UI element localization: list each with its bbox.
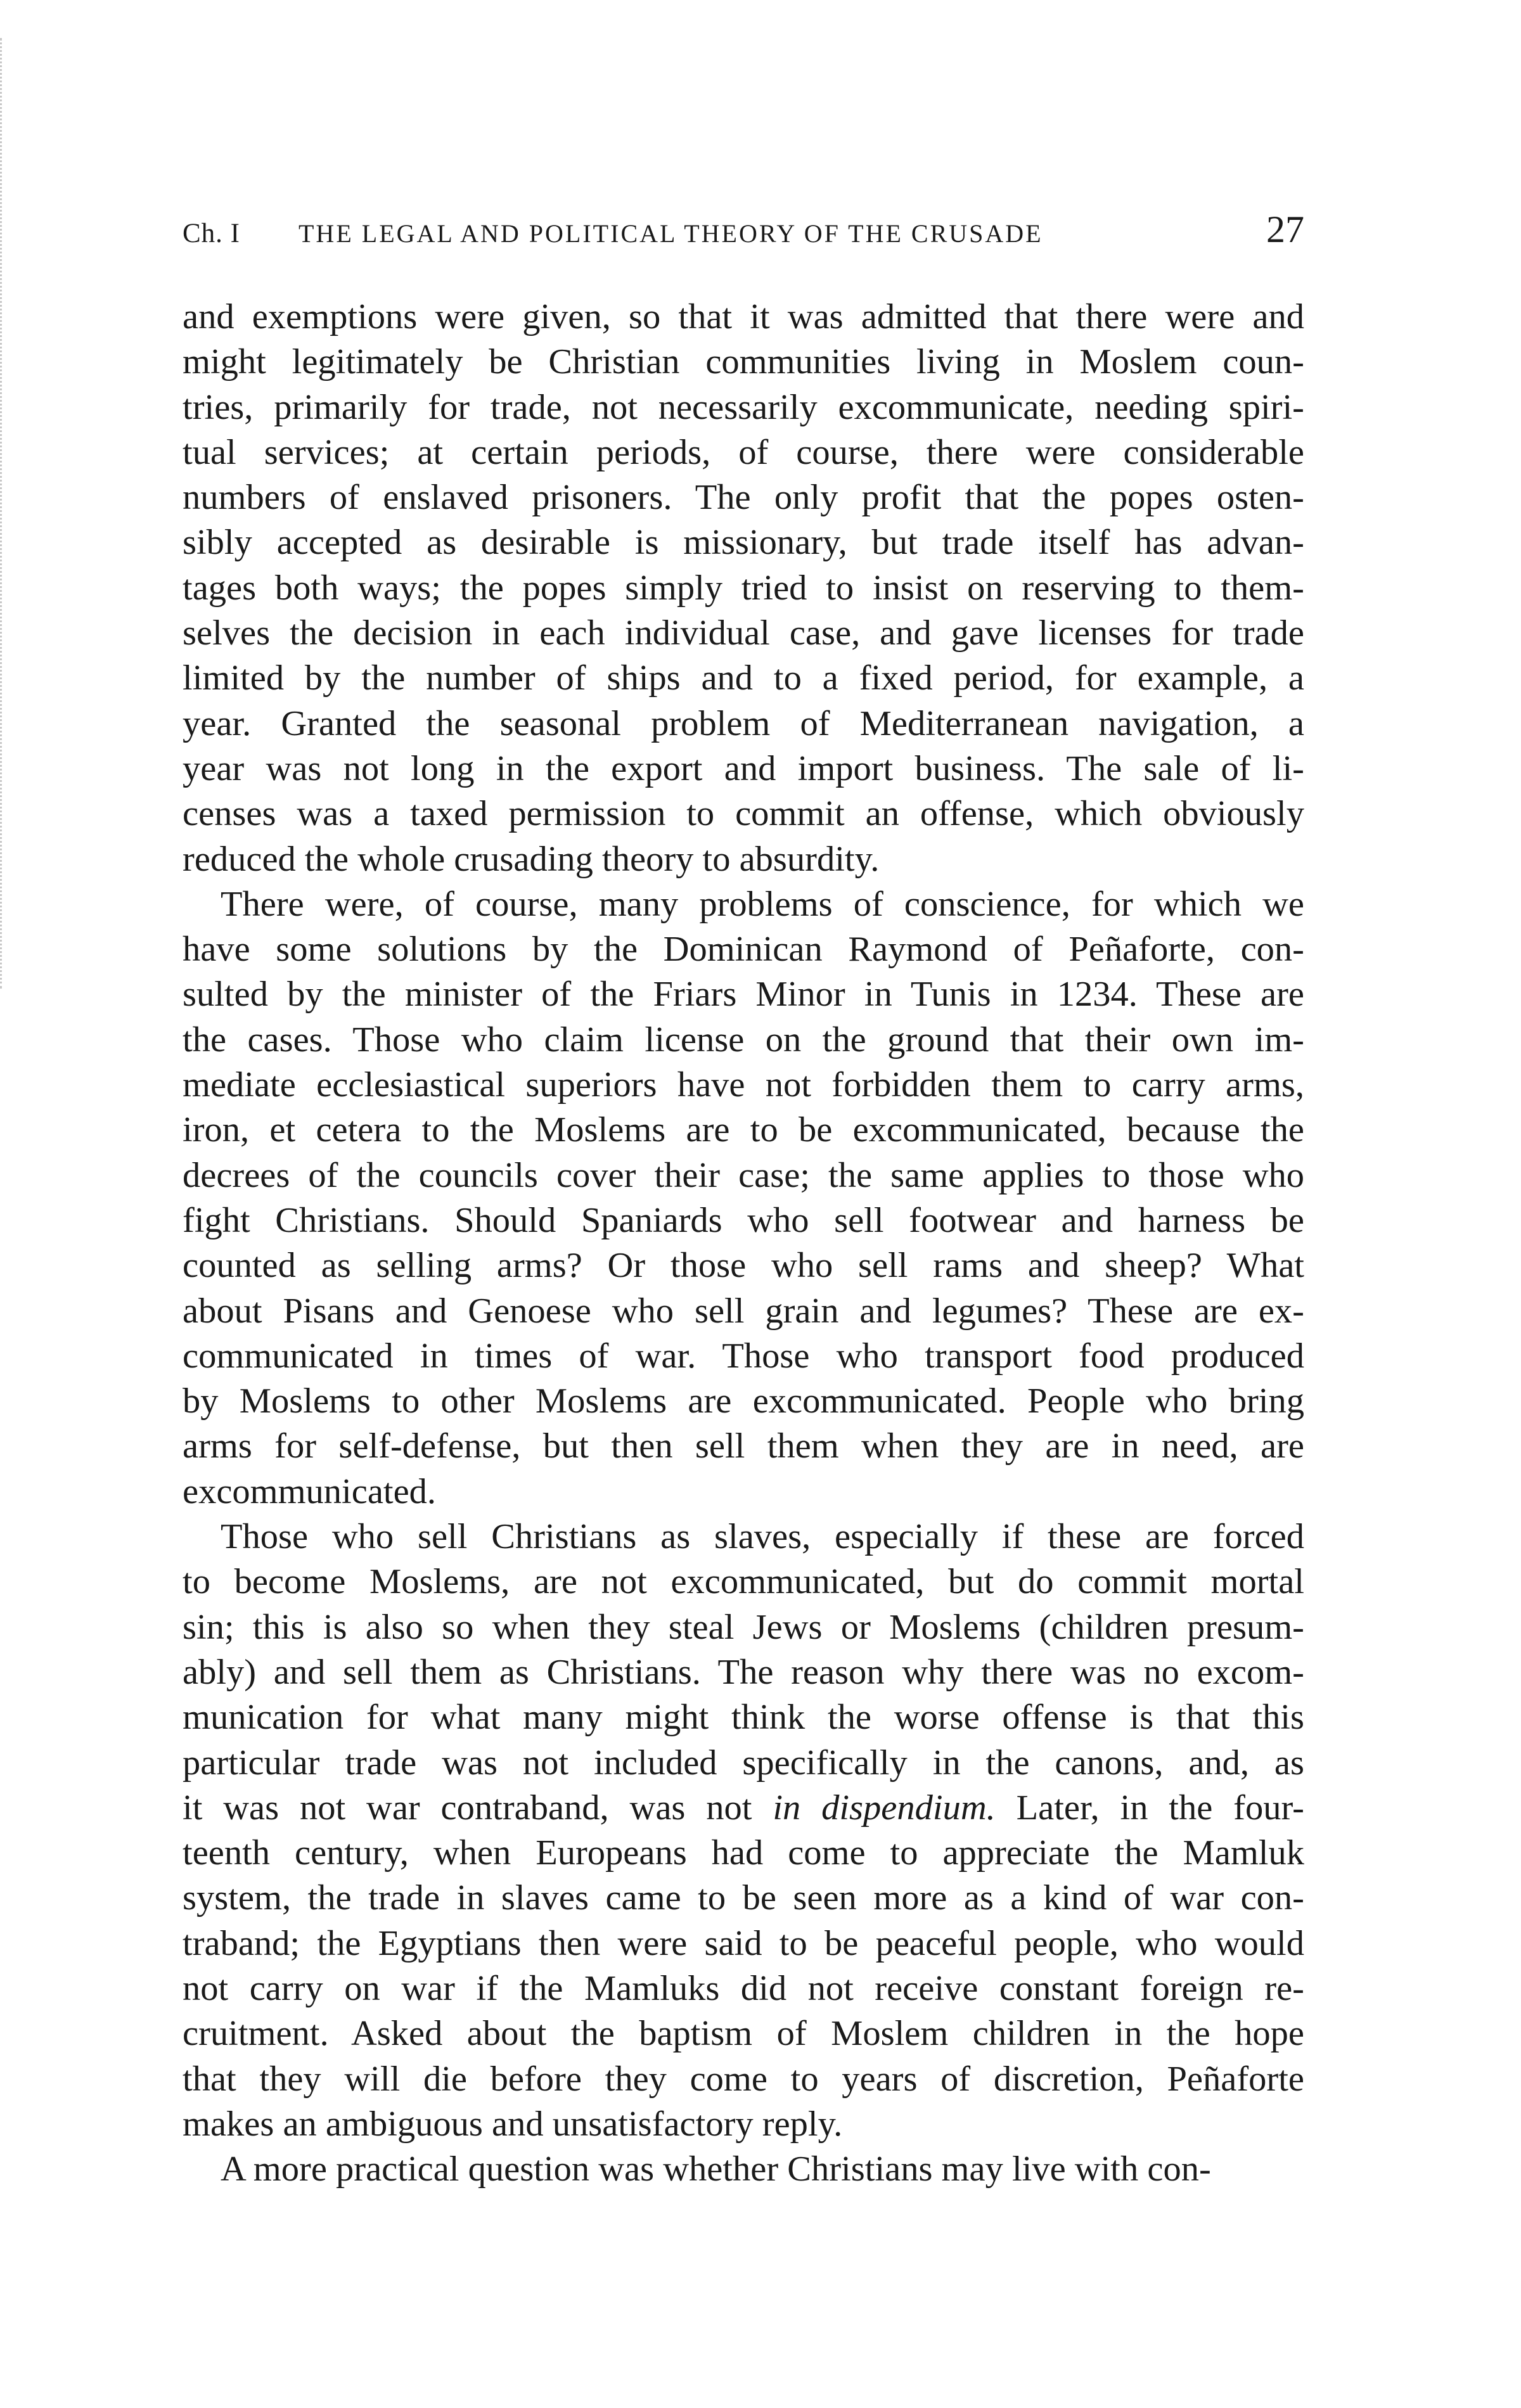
text-line: system, the trade in slaves came to be seen more as a kind of war con- — [183, 1878, 1304, 1918]
text-line: tries, primarily for trade, not necessarily excommunicate, needing spiri- — [183, 387, 1304, 427]
text-line: ably) and sell them as Christians. The reason why there was no excom- — [183, 1652, 1304, 1692]
text-line: sibly accepted as desirable is missionary, but trade itself has advan- — [183, 523, 1304, 563]
text-line: iron, et cetera to the Moslems are to be excommunicated, because the — [183, 1110, 1304, 1150]
text-line: counted as selling arms? Or those who sell rams and sheep? What — [183, 1246, 1304, 1286]
chapter-label: Ch. I — [183, 219, 240, 248]
text-line: tages both ways; the popes simply tried to insist on reserving to them- — [183, 568, 1304, 608]
text-line: Those who sell Christians as slaves, especially if these are forced — [221, 1517, 1304, 1557]
text-line: munication for what many might think the worse offense is that this — [183, 1698, 1304, 1738]
text-line: A more practical question was whether Christians may live with con- — [221, 2149, 1211, 2189]
text-line: sin; this is also so when they steal Jews or Moslems (children presum- — [183, 1607, 1304, 1647]
text-line: excommunicated. — [183, 1471, 437, 1511]
text-line: communicated in times of war. Those who transport food produced — [183, 1336, 1304, 1376]
text-line: year was not long in the export and import business. The sale of li- — [183, 748, 1304, 788]
text-line: arms for self-defense, but then sell them when they are in need, are — [183, 1426, 1304, 1466]
text-line: reduced the whole crusading theory to absurdity. — [183, 839, 880, 879]
text-line: have some solutions by the Dominican Raymond of Peñaforte, con- — [183, 930, 1304, 970]
text-line: selves the decision in each individual case, and gave licenses for trade — [183, 613, 1304, 653]
text-line: the cases. Those who claim license on the ground that their own im- — [183, 1020, 1304, 1060]
page-edge-marks — [0, 38, 8, 989]
text-line: year. Granted the seasonal problem of Mediterranean navigation, a — [183, 703, 1304, 743]
body-text — [183, 295, 1304, 2192]
text-line — [183, 1786, 1304, 1831]
running-title: THE LEGAL AND POLITICAL THEORY OF THE CRUSADE — [298, 219, 1043, 248]
text-line: not carry on war if the Mamluks did not receive constant foreign re- — [183, 1968, 1304, 2008]
text-line: by Moslems to other Moslems are excommunicated. People who bring — [183, 1381, 1304, 1421]
text-line: about Pisans and Genoese who sell grain and legumes? These are ex- — [183, 1291, 1304, 1331]
text-line: censes was a taxed permission to commit an offense, which obviously — [183, 794, 1304, 834]
text-line: to become Moslems, are not excommunicated, but do commit mortal — [183, 1562, 1304, 1602]
text-line: decrees of the councils cover their case; the same applies to those who — [183, 1155, 1304, 1195]
text-run: it was not war contraband, was not — [183, 1788, 773, 1828]
running-head — [183, 210, 1304, 261]
text-line: might legitimately be Christian communities living in Moslem coun- — [183, 342, 1304, 382]
text-line: cruitment. Asked about the baptism of Moslem children in the hope — [183, 2014, 1304, 2054]
text-line: traband; the Egyptians then were said to be peaceful people, who would — [183, 1923, 1304, 1963]
text-line: and exemptions were given, so that it was admitted that there were and — [183, 297, 1304, 336]
text-line: teenth century, when Europeans had come to appreciate the Mamluk — [183, 1833, 1304, 1873]
text-line: There were, of course, many problems of conscience, for which we — [221, 884, 1304, 924]
text-line: tual services; at certain periods, of course, there were considerable — [183, 432, 1304, 472]
text-line: mediate ecclesiastical superiors have not forbidden them to carry arms, — [183, 1065, 1304, 1105]
text-line: makes an ambiguous and unsatisfactory reply. — [183, 2104, 843, 2144]
italic-phrase: in dispendium. — [773, 1788, 996, 1828]
text-line: fight Christians. Should Spaniards who sell footwear and harness be — [183, 1200, 1304, 1240]
text-line: sulted by the minister of the Friars Minor in Tunis in 1234. These are — [183, 975, 1304, 1015]
text-line: numbers of enslaved prisoners. The only profit that the popes osten- — [183, 478, 1304, 518]
text-line: particular trade was not included specifically in the canons, and, as — [183, 1743, 1304, 1783]
page-number: 27 — [1266, 208, 1304, 250]
text-line: that they will die before they come to years of discretion, Peñaforte — [183, 2059, 1304, 2099]
text-line: limited by the number of ships and to a fixed period, for example, a — [183, 658, 1304, 698]
text-run: Later, in the four- — [995, 1788, 1304, 1828]
